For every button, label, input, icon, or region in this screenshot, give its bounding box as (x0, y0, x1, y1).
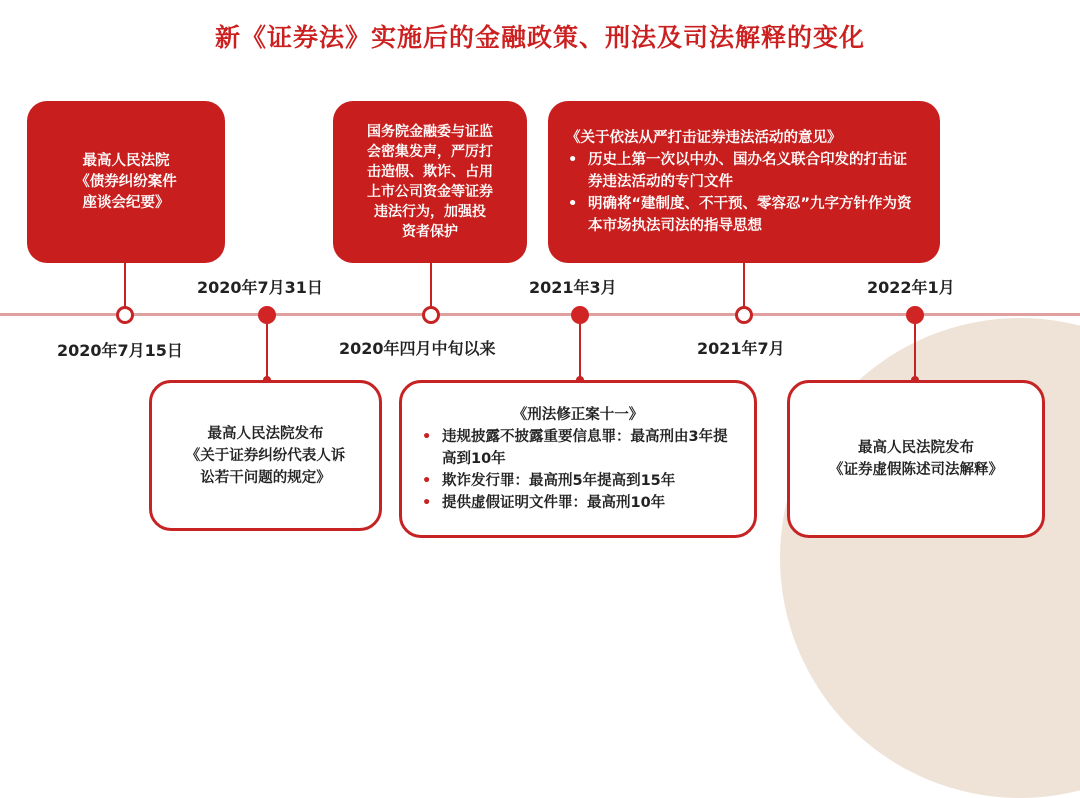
bullet-item: • 明确将“建制度、不干预、零容忍”九字方针作为资本市场执法司法的指导思想 (562, 193, 914, 237)
event-heading: 《刑法修正案十一》 (512, 407, 644, 423)
bullet-item: • 违规披露不披露重要信息罪：最高刑由3年提高到10年 (416, 426, 740, 470)
event-box-2021-03 (399, 380, 757, 538)
timeline-node-2020-07-15 (116, 306, 134, 324)
event-line: 最高人民法院发布 (858, 440, 974, 456)
event-box-2020-04 (333, 101, 527, 263)
timeline-node-2022-01 (906, 306, 924, 324)
event-box-2021-07 (548, 101, 940, 263)
event-box-2020-07-31 (149, 380, 382, 531)
bullet-item: • 历史上第一次以中办、国办名义联合印发的打击证券违法活动的专门文件 (562, 149, 914, 193)
bullet-item: • 欺诈发行罪：最高刑5年提高到15年 (416, 470, 740, 492)
timeline-node-2020-04 (422, 306, 440, 324)
bullet-list (562, 149, 914, 237)
timeline-node-2021-07 (735, 306, 753, 324)
event-box-2022-01 (787, 380, 1045, 538)
bullet-list (416, 426, 740, 514)
event-line: 违法行为，加强投 (374, 204, 486, 220)
timeline-node-2020-07-31 (258, 306, 276, 324)
event-line: 讼若干问题的规定》 (200, 469, 331, 486)
date-label: 2022年1月 (867, 278, 955, 297)
date-label: 2020年7月31日 (197, 278, 323, 297)
timeline-node-2021-03 (571, 306, 589, 324)
connector-line (743, 262, 745, 307)
event-line: 会密集发声，严厉打 (367, 144, 493, 160)
event-line: 上市公司资金等证券 (367, 184, 493, 200)
date-label: 2021年7月 (697, 339, 785, 358)
date-label: 2020年7月15日 (57, 341, 183, 360)
connector-line (579, 324, 581, 380)
event-line: 《证券虚假陈述司法解释》 (829, 462, 1003, 478)
event-line: 击造假、欺诈、占用 (367, 164, 493, 180)
event-heading: 《关于依法从严打击证券违法活动的意见》 (566, 130, 842, 146)
event-line: 《关于证券纠纷代表人诉 (185, 447, 346, 464)
date-label: 2021年3月 (529, 278, 617, 297)
event-box-2020-07-15 (27, 101, 225, 263)
event-line: 《债券纠纷案件 (75, 173, 177, 190)
event-line: 座谈会纪要》 (82, 194, 170, 211)
date-label: 2020年四月中旬以来 (339, 339, 496, 358)
page-title: 新《证券法》实施后的金融政策、刑法及司法解释的变化 (214, 23, 865, 52)
event-line: 最高人民法院 (82, 152, 170, 169)
event-line: 国务院金融委与证监 (367, 124, 493, 140)
connector-line (266, 324, 268, 380)
bullet-item: • 提供虚假证明文件罪：最高刑10年 (416, 492, 740, 514)
event-line: 最高人民法院发布 (207, 425, 324, 442)
event-line: 资者保护 (402, 224, 458, 240)
connector-line (124, 262, 126, 307)
connector-line (914, 324, 916, 380)
connector-line (430, 262, 432, 307)
